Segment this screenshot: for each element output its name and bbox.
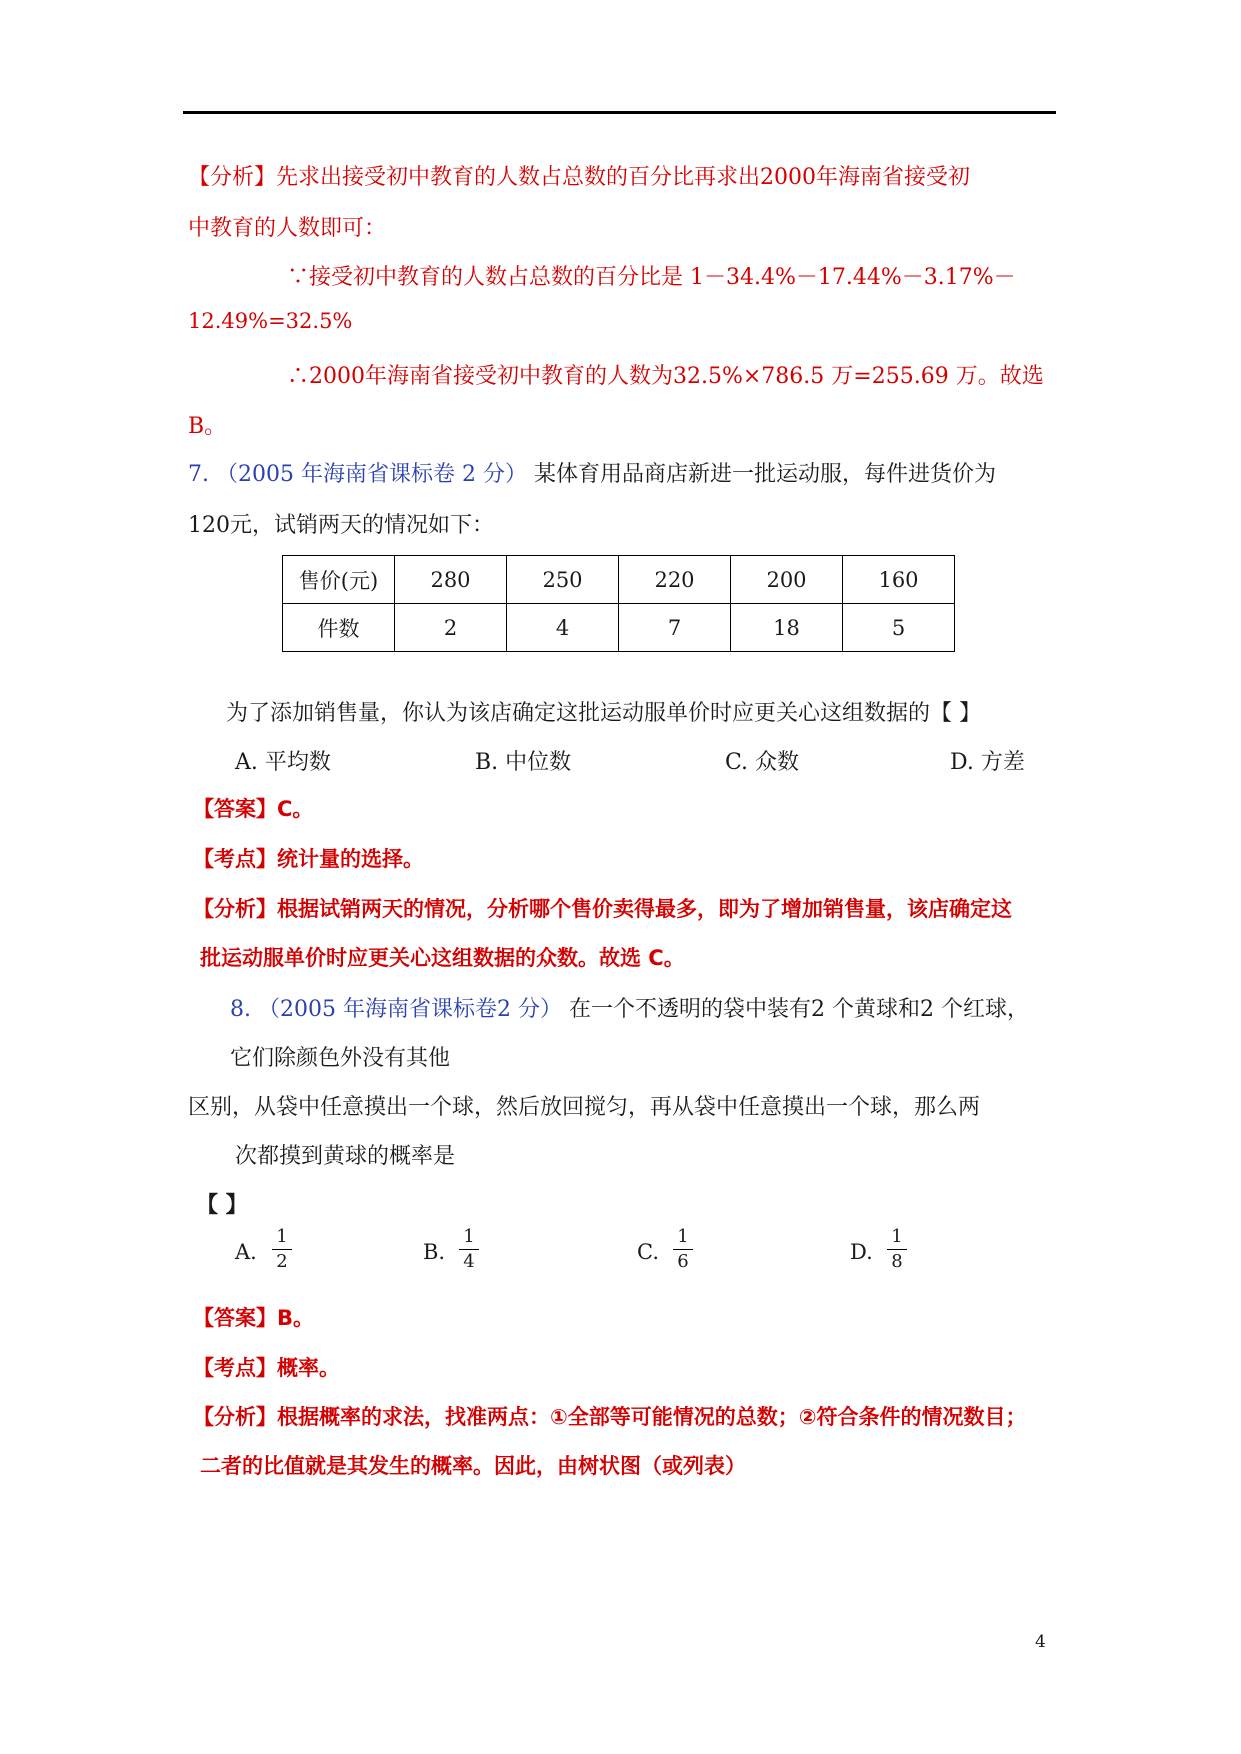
option-c-label: C. <box>637 1240 659 1264</box>
question-prompt: 为了添加销售量，你认为该店确定这批运动服单价时应更关心这组数据的【 】 <box>226 701 981 726</box>
question-7-stem <box>188 457 996 488</box>
table-cell: 7 <box>619 604 731 652</box>
header-rule <box>183 111 1056 114</box>
fraction-denominator: 4 <box>463 1251 475 1272</box>
fraction-bar <box>887 1249 907 1250</box>
option-b-fraction <box>459 1228 479 1271</box>
option-c-fraction <box>673 1228 693 1271</box>
question-text: 某体育用品商店新进一批运动服，每件进货价为 <box>533 462 996 487</box>
question-text: 它们除颜色外没有其他 <box>230 1046 451 1071</box>
question-source: （2005 年海南省课标卷 2 分） <box>216 462 527 487</box>
option-d-label: D. <box>850 1240 873 1264</box>
question-text: 区别，从袋中任意摸出一个球，然后放回搅匀，再从袋中任意摸出一个球，那么两 <box>188 1095 981 1120</box>
option-b: B. 中位数 <box>475 750 572 775</box>
fraction-numerator: 1 <box>891 1226 903 1247</box>
question-text: 120元，试销两天的情况如下： <box>188 513 494 538</box>
question-text: 在一个不透明的袋中装有2 个黄球和2 个红球， <box>568 997 1029 1022</box>
question-number: 8. <box>230 997 251 1022</box>
option-d: D. 方差 <box>950 750 1025 775</box>
fraction-numerator: 1 <box>276 1226 288 1247</box>
analysis-line: ∵接受初中教育的人数占总数的百分比是 1－34.4%－17.44%－3.17%－ <box>287 265 1016 290</box>
analysis-line: B。 <box>188 414 227 439</box>
fraction-bar <box>673 1249 693 1250</box>
table-cell: 18 <box>731 604 843 652</box>
answer-label: 【答案】C。 <box>193 797 314 821</box>
option-a: A. 平均数 <box>235 750 331 775</box>
table-cell: 2 <box>395 604 507 652</box>
answer-bracket: 【 】 <box>196 1193 248 1218</box>
point-label: 【考点】概率。 <box>193 1356 340 1380</box>
analysis-line: 二者的比值就是其发生的概率。因此，由树状图（或列表） <box>200 1454 746 1478</box>
table-cell: 160 <box>843 556 955 604</box>
table-cell: 4 <box>507 604 619 652</box>
option-d-fraction <box>887 1228 907 1271</box>
analysis-line: 中教育的人数即可： <box>188 216 387 241</box>
fraction-denominator: 2 <box>276 1251 288 1272</box>
analysis-line: 【分析】根据试销两天的情况，分析哪个售价卖得最多，即为了增加销售量，该店确定这 <box>193 897 1012 921</box>
option-a-label: A. <box>235 1240 257 1264</box>
table-cell: 280 <box>395 556 507 604</box>
answer-label: 【答案】B。 <box>193 1306 315 1330</box>
table-cell: 件数 <box>283 604 395 652</box>
question-source: （2005 年海南省课标卷2 分） <box>258 997 562 1022</box>
fraction-bar <box>459 1249 479 1250</box>
option-c: C. 众数 <box>725 750 800 775</box>
analysis-line: 【分析】先求出接受初中教育的人数占总数的百分比再求出2000年海南省接受初 <box>188 165 970 190</box>
question-number: 7. <box>188 462 209 487</box>
page-number: 4 <box>1035 1632 1046 1652</box>
analysis-line: 【分析】根据概率的求法，找准两点：①全部等可能情况的总数；②符合条件的情况数目； <box>193 1405 1027 1429</box>
option-a-fraction <box>272 1228 292 1271</box>
table-cell: 200 <box>731 556 843 604</box>
analysis-line: ∴2000年海南省接受初中教育的人数为32.5%×786.5 万=255.69 万。故选 <box>287 364 1044 389</box>
table-cell: 5 <box>843 604 955 652</box>
table-cell: 售价(元) <box>283 556 395 604</box>
fraction-denominator: 8 <box>891 1251 903 1272</box>
table-row <box>283 604 955 652</box>
question-8-stem <box>230 992 1029 1023</box>
table-cell: 220 <box>619 556 731 604</box>
fraction-denominator: 6 <box>677 1251 689 1272</box>
sales-table <box>282 555 955 652</box>
point-label: 【考点】统计量的选择。 <box>193 847 424 871</box>
fraction-bar <box>272 1249 292 1250</box>
table-row <box>283 556 955 604</box>
analysis-line: 批运动服单价时应更关心这组数据的众数。故选 C。 <box>200 946 685 970</box>
question-text: 次都摸到黄球的概率是 <box>235 1144 456 1169</box>
table-cell: 250 <box>507 556 619 604</box>
option-b-label: B. <box>423 1240 446 1264</box>
fraction-numerator: 1 <box>463 1226 475 1247</box>
fraction-numerator: 1 <box>677 1226 689 1247</box>
analysis-line: 12.49%=32.5% <box>188 309 353 333</box>
